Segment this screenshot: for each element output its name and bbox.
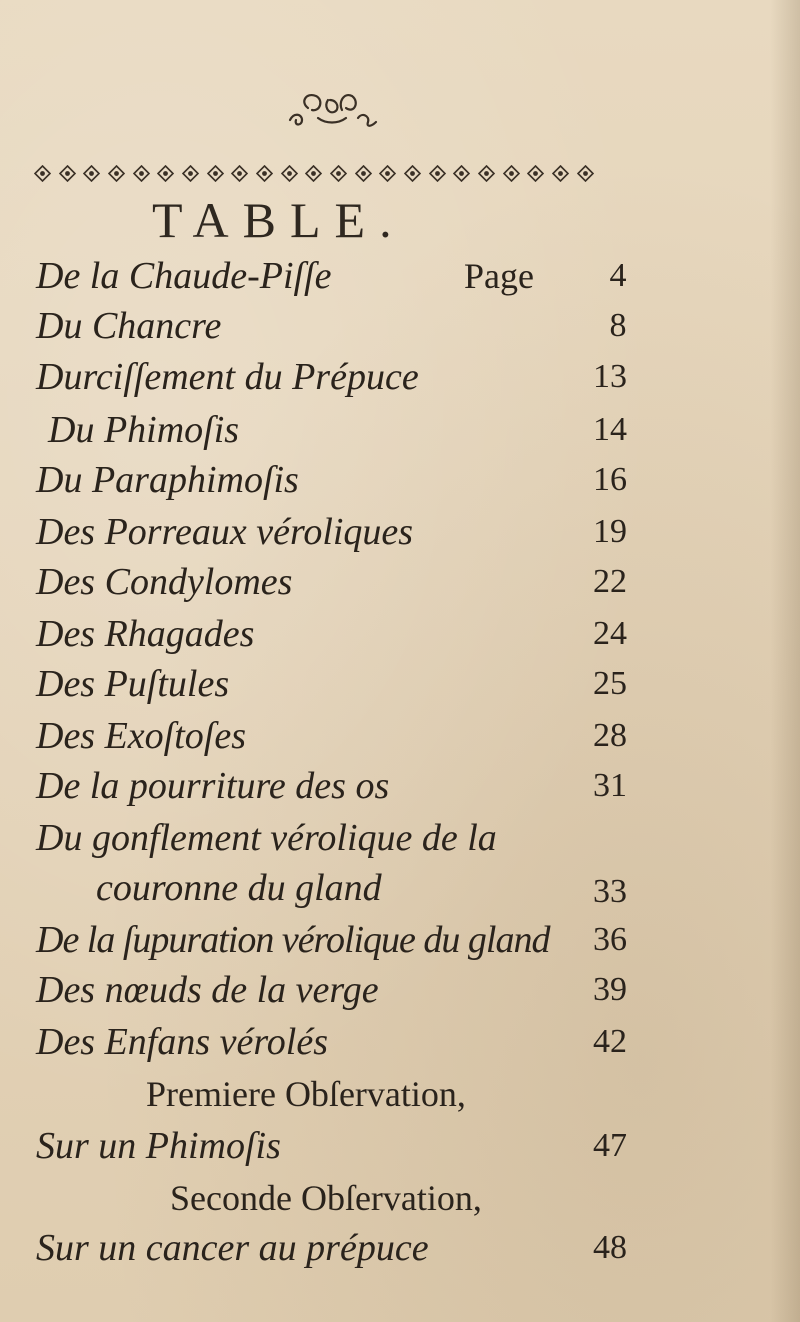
toc-page-number: 22 [593, 563, 627, 600]
toc-entry: De la pourriture des os [36, 765, 390, 807]
fleuron-icon [577, 165, 594, 182]
fleuron-icon [108, 165, 125, 182]
toc-page-number: 13 [593, 358, 627, 395]
toc-entry: Des Porreaux véroliques [36, 511, 414, 553]
toc-page-number: 8 [609, 307, 627, 344]
toc-page-number: 42 [593, 1023, 627, 1060]
toc-page-number: 4 [609, 257, 627, 294]
toc-page-number: 48 [593, 1229, 627, 1266]
fleuron-icon [207, 165, 224, 182]
toc-page-number: 33 [593, 873, 627, 910]
toc-page-number: 47 [593, 1127, 627, 1164]
fleuron-icon [59, 165, 76, 182]
observation-heading: Seconde Obſervation, [170, 1178, 482, 1218]
fleuron-icon [429, 165, 446, 182]
fleuron-icon [157, 165, 174, 182]
toc-entry: Des nœuds de la verge [36, 969, 379, 1011]
toc-entry: Du gonflement vérolique de la [36, 817, 497, 859]
toc-page-number: 28 [593, 717, 627, 754]
decorative-border [34, 158, 594, 188]
fleuron-icon [527, 165, 544, 182]
toc-entry: Du Paraphimoſis [36, 459, 299, 501]
toc-entry: Du Chancre [36, 305, 222, 347]
fleuron-icon [478, 165, 495, 182]
fleuron-icon [133, 165, 150, 182]
toc-entry: Sur un Phimoſis [36, 1125, 281, 1167]
toc-entry: Des Condylomes [36, 561, 293, 603]
fleuron-icon [256, 165, 273, 182]
toc-entry: Des Rhagades [36, 613, 255, 655]
page-title: TABLE. [152, 192, 406, 248]
fleuron-icon [330, 165, 347, 182]
toc-page-number: 36 [593, 921, 627, 958]
fleuron-icon [34, 165, 51, 182]
toc-page-number: 25 [593, 665, 627, 702]
toc-page-number: 24 [593, 615, 627, 652]
fleuron-icon [453, 165, 470, 182]
toc-page-number: 16 [593, 461, 627, 498]
toc-entry: Des Exoſtoſes [36, 715, 247, 757]
toc-page-number: 39 [593, 971, 627, 1008]
fleuron-icon [379, 165, 396, 182]
toc-entry: Du Phimoſis [48, 409, 240, 451]
head-ornament-icon [272, 78, 392, 138]
toc-page-number: 14 [593, 411, 627, 448]
toc-page-number: 19 [593, 513, 627, 550]
page-column-label: Page [464, 256, 534, 296]
fleuron-icon [355, 165, 372, 182]
fleuron-icon [404, 165, 421, 182]
fleuron-icon [83, 165, 100, 182]
fleuron-icon [182, 165, 199, 182]
fleuron-icon [552, 165, 569, 182]
toc-entry: Sur un cancer au prépuce [36, 1227, 429, 1269]
toc-entry: De la ſupuration vérolique du gland [36, 919, 550, 961]
toc-entry: Des Puſtules [36, 663, 230, 705]
fleuron-icon [305, 165, 322, 182]
toc-entry: Des Enfans vérolés [36, 1021, 328, 1063]
toc-entry: Durciſſement du Prépuce [36, 356, 419, 398]
toc-page-number: 31 [593, 767, 627, 804]
fleuron-icon [281, 165, 298, 182]
toc-entry-continuation: couronne du gland [96, 867, 382, 909]
fleuron-icon [231, 165, 248, 182]
toc-entry: De la Chaude-Piſſe [36, 255, 332, 297]
fleuron-icon [503, 165, 520, 182]
observation-heading: Premiere Obſervation, [146, 1074, 466, 1114]
